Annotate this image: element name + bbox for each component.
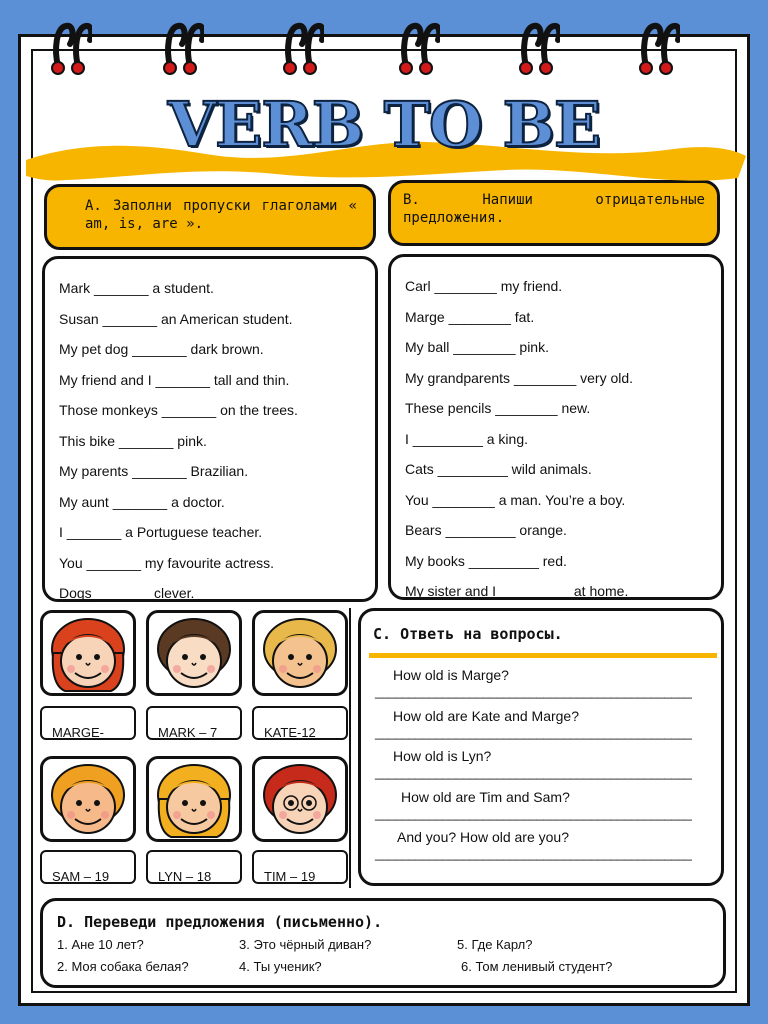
face-portrait xyxy=(252,756,348,842)
section-a-item: You _______ my favourite actress. xyxy=(59,554,275,571)
person-name-label: MARGE- xyxy=(40,706,136,740)
section-a-header xyxy=(44,184,376,250)
face-portrait xyxy=(40,610,136,696)
divider-line xyxy=(349,608,351,888)
face-icon xyxy=(255,759,345,839)
answer-line[interactable]: _______________________________________________ xyxy=(375,724,692,740)
section-a-item: I _______ a Portuguese teacher. xyxy=(59,524,263,540)
section-a-item: My aunt _______ a doctor. xyxy=(59,493,225,510)
translate-item-2: 2. Моя собака белая? xyxy=(57,959,189,974)
person-name-label: TIM – 19 xyxy=(252,850,348,884)
binder-ring-icon xyxy=(48,20,92,78)
binder-ring-icon xyxy=(516,20,560,78)
question-row xyxy=(361,787,727,828)
translate-item-4: 4. Ты ученик? xyxy=(239,959,322,974)
translate-item-3: 3. Это чёрный диван? xyxy=(239,937,372,952)
section-b-item: My books _________ red. xyxy=(405,552,567,569)
section-d-title: D. Переведи предложения (письменно). xyxy=(57,913,383,931)
question-text: How old is Lyn? xyxy=(393,748,492,764)
question-row xyxy=(361,665,727,706)
section-b-item: Carl ________ my friend. xyxy=(405,278,563,294)
section-b-item: My grandparents ________ very old. xyxy=(405,369,634,386)
binder-ring-icon xyxy=(160,20,204,78)
binder-ring-icon xyxy=(396,20,440,78)
section-a-list xyxy=(59,273,375,609)
answer-line[interactable]: _______________________________________________ xyxy=(375,805,692,821)
section-a-item: Those monkeys _______ on the trees. xyxy=(59,402,298,418)
binder-ring-icon xyxy=(636,20,680,78)
section-b-item: Cats _________ wild animals. xyxy=(405,461,592,477)
face-portrait xyxy=(146,756,242,842)
face-icon xyxy=(149,613,239,693)
section-a-item: My parents _______ Brazilian. xyxy=(59,463,249,479)
section-a-item: My pet dog _______ dark brown. xyxy=(59,341,264,357)
answer-line[interactable]: _______________________________________________ xyxy=(375,684,692,699)
section-b-item: I _________ a king. xyxy=(405,430,528,447)
section-b-item: These pencils ________ new. xyxy=(405,400,591,416)
section-a-item: Susan _______ an American student. xyxy=(59,310,293,327)
answer-line[interactable]: _______________________________________________ xyxy=(375,846,692,861)
binder-ring-icon xyxy=(280,20,324,78)
section-b-item: Bears _________ orange. xyxy=(405,522,567,538)
section-c-questions xyxy=(361,665,727,868)
section-a-title: A. Заполни пропуски глаголами « am, is, are ». xyxy=(85,198,357,232)
section-a-item: This bike _______ pink. xyxy=(59,432,207,449)
translate-item-5: 5. Где Карл? xyxy=(457,937,533,952)
person-name-label: SAM – 19 xyxy=(40,850,136,884)
question-row xyxy=(361,746,727,787)
section-b-title: B. Напиши отрицательные предложения. xyxy=(403,192,705,226)
face-portrait xyxy=(40,756,136,842)
translate-item-6: 6. Том ленивый студент? xyxy=(461,959,613,974)
face-portrait xyxy=(146,610,242,696)
section-b-item: Marge ________ fat. xyxy=(405,308,535,325)
translate-item-1: 1. Ане 10 лет? xyxy=(57,937,144,952)
section-c-title: C. Ответь на вопросы. xyxy=(373,625,563,643)
section-b-item: My sister and I _________ at home. xyxy=(405,583,629,599)
section-d-box xyxy=(40,898,726,988)
face-icon xyxy=(43,759,133,839)
section-b-box xyxy=(388,254,724,600)
face-icon xyxy=(149,759,239,839)
face-icon xyxy=(43,613,133,693)
person-name-label: LYN – 18 xyxy=(146,850,242,884)
question-text: How old are Tim and Sam? xyxy=(401,788,570,805)
question-row xyxy=(361,827,727,868)
face-icon xyxy=(255,613,345,693)
person-name-label: KATE-12 xyxy=(252,706,348,740)
section-c-underline xyxy=(369,653,717,658)
answer-line[interactable]: _______________________________________________ xyxy=(375,765,692,780)
question-text: How old is Marge? xyxy=(393,667,509,683)
section-a-box xyxy=(42,256,378,602)
page-title: VERB TO BE xyxy=(167,88,601,161)
person-name-label: MARK – 7 xyxy=(146,706,242,740)
question-row xyxy=(361,706,727,747)
section-b-list xyxy=(405,271,721,607)
section-b-item: You ________ a man. You’re a boy. xyxy=(405,491,626,508)
section-a-item: My friend and I _______ tall and thin. xyxy=(59,371,290,388)
face-portrait xyxy=(252,610,348,696)
section-a-item: Dogs _______ clever. xyxy=(59,585,195,601)
section-b-item: My ball ________ pink. xyxy=(405,339,549,355)
question-text: How old are Kate and Marge? xyxy=(393,707,579,724)
section-a-item: Mark _______ a student. xyxy=(59,280,214,296)
section-c-box xyxy=(358,608,724,886)
question-text: And you? How old are you? xyxy=(397,829,569,845)
